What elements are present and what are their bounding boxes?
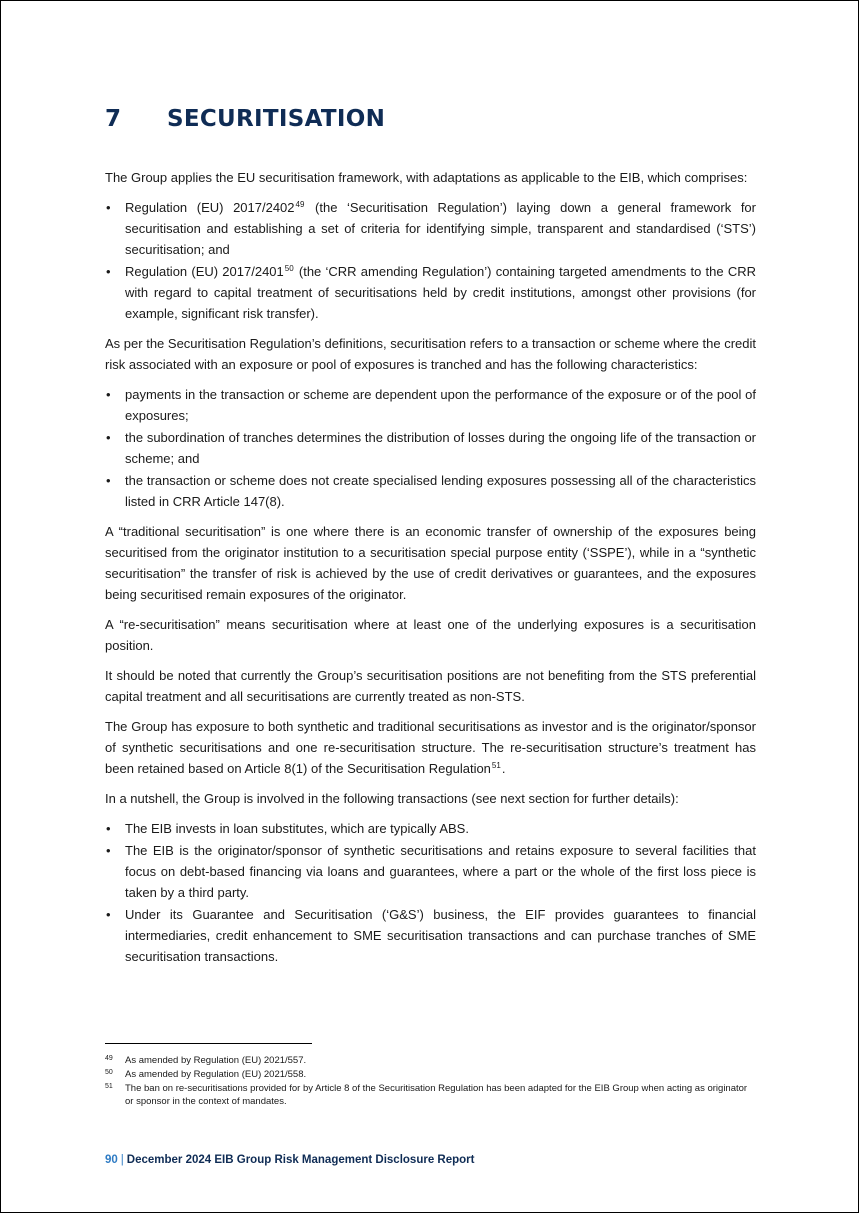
page-footer: [105, 1154, 474, 1166]
bullet-icon: •: [106, 264, 111, 279]
characteristics-list: [105, 384, 756, 512]
list-item-text: payments in the transaction or scheme are dependent upon the performance of the exposure or of the pool of exposures;: [125, 387, 756, 423]
sts-paragraph: It should be noted that currently the Group’s securitisation positions are not benefiting from the STS preferential capital treatment and all securitisations are currently treated as non-STS.: [105, 668, 756, 704]
list-item-text: (the ‘Securitisation Regulation’) laying down a general framework for securitisation and establishing a set of criteria for identifying simple, transparent and standardised (‘STS’) securitisation; and: [125, 200, 756, 257]
list-item-text: Under its Guarantee and Securitisation (‘G&S’) business, the EIF provides guarantees to financial intermediaries, credit enhancement to SME securitisation transactions and can purchase tranches of SME securitisation transactions.: [125, 907, 756, 964]
list-item-text: The EIB invests in loan substitutes, which are typically ABS.: [125, 821, 469, 836]
transactions-list: [105, 818, 756, 967]
exposure-text: The Group has exposure to both synthetic and traditional securitisations as investor and is the originator/sponsor of synthetic securitisations and one re-securitisation structure. The re-securitisation structure’s treatment has been retained based on Article 8(1) of the Securitisation Regulation: [105, 719, 756, 776]
framework-list: [105, 197, 756, 324]
section-number: 7: [105, 106, 122, 132]
re-securitisation-paragraph: A “re-securitisation” means securitisation where at least one of the underlying exposures is a securitisation position.: [105, 617, 756, 653]
list-item-text: (the ‘CRR amending Regulation’) containing targeted amendments to the CRR with regard to capital treatment of securitisations held by credit institutions, amongst other provisions (for example, significant risk transfer).: [125, 264, 756, 321]
definition-paragraph: As per the Securitisation Regulation’s definitions, securitisation refers to a transaction or scheme where the credit risk associated with an exposure or pool of exposures is tranched and has the following characteristics:: [105, 336, 756, 372]
bullet-icon: •: [106, 200, 111, 215]
list-item: [105, 197, 756, 260]
list-item: [105, 818, 756, 839]
footnote-text: As amended by Regulation (EU) 2021/557.: [125, 1055, 307, 1066]
bullet-icon: •: [106, 907, 111, 922]
footnote: [105, 1082, 756, 1108]
list-item-text: The EIB is the originator/sponsor of synthetic securitisations and retains exposure to several facilities that focus on debt-based financing via loans and guarantees, where a part or the whole of the first loss piece is taken by a third party.: [125, 843, 756, 900]
list-item-text: the subordination of tranches determines the distribution of losses during the ongoing life of the transaction or scheme; and: [125, 430, 756, 466]
list-item: [105, 904, 756, 967]
list-item: [105, 384, 756, 426]
page-number: 90: [105, 1154, 118, 1166]
intro-paragraph: The Group applies the EU securitisation framework, with adaptations as applicable to the EIB, which comprises:: [105, 170, 748, 185]
footnote-text: As amended by Regulation (EU) 2021/558.: [125, 1069, 307, 1080]
bullet-icon: •: [106, 387, 111, 402]
footnote-text: The ban on re-securitisations provided for by Article 8 of the Securitisation Regulation has been adapted for the EIB Group when acting as originator or sponsor in the context of mandates.: [125, 1083, 748, 1107]
traditional-securitisation-paragraph: A “traditional securitisation” is one where there is an economic transfer of ownership of the exposures being securitised from the originator institution to a securitisation special purpose entity (‘SSPE’), while in a “synthetic securitisation” the transfer of risk is achieved by the use of credit derivatives or guarantees, and the exposures being securitised remain exposures of the originator.: [105, 524, 756, 602]
list-item: [105, 840, 756, 903]
footer-separator: |: [120, 1154, 124, 1166]
footnote-ref[interactable]: 51: [491, 761, 501, 770]
footnote: [105, 1068, 756, 1081]
section-title: SECURITISATION: [167, 106, 386, 132]
bullet-icon: •: [106, 843, 111, 858]
footnote-number: 50: [105, 1069, 113, 1076]
section-heading: [105, 106, 385, 132]
body-text: [105, 167, 756, 976]
exposure-end: .: [501, 761, 506, 776]
list-item-text: the transaction or scheme does not create specialised lending exposures possessing all of the characteristics listed in CRR Article 147(8).: [125, 473, 756, 509]
exposure-paragraph: [105, 716, 756, 779]
list-item: [105, 427, 756, 469]
bullet-icon: •: [106, 430, 111, 445]
footnote-ref[interactable]: 49: [295, 200, 305, 209]
bullet-icon: •: [106, 473, 111, 488]
nutshell-paragraph: In a nutshell, the Group is involved in the following transactions (see next section for further details):: [105, 791, 679, 806]
report-title: December 2024 EIB Group Risk Management Disclosure Report: [126, 1154, 475, 1166]
footnotes: [105, 1054, 756, 1109]
footnote: [105, 1054, 756, 1067]
list-item-text: Regulation (EU) 2017/2402: [125, 200, 295, 215]
list-item-text: Regulation (EU) 2017/2401: [125, 264, 284, 279]
bullet-icon: •: [106, 821, 111, 836]
footnote-ref[interactable]: 50: [284, 264, 294, 273]
footnote-number: 49: [105, 1055, 113, 1062]
list-item: [105, 261, 756, 324]
footnote-number: 51: [105, 1083, 113, 1090]
footnote-divider: [105, 1043, 312, 1044]
list-item: [105, 470, 756, 512]
